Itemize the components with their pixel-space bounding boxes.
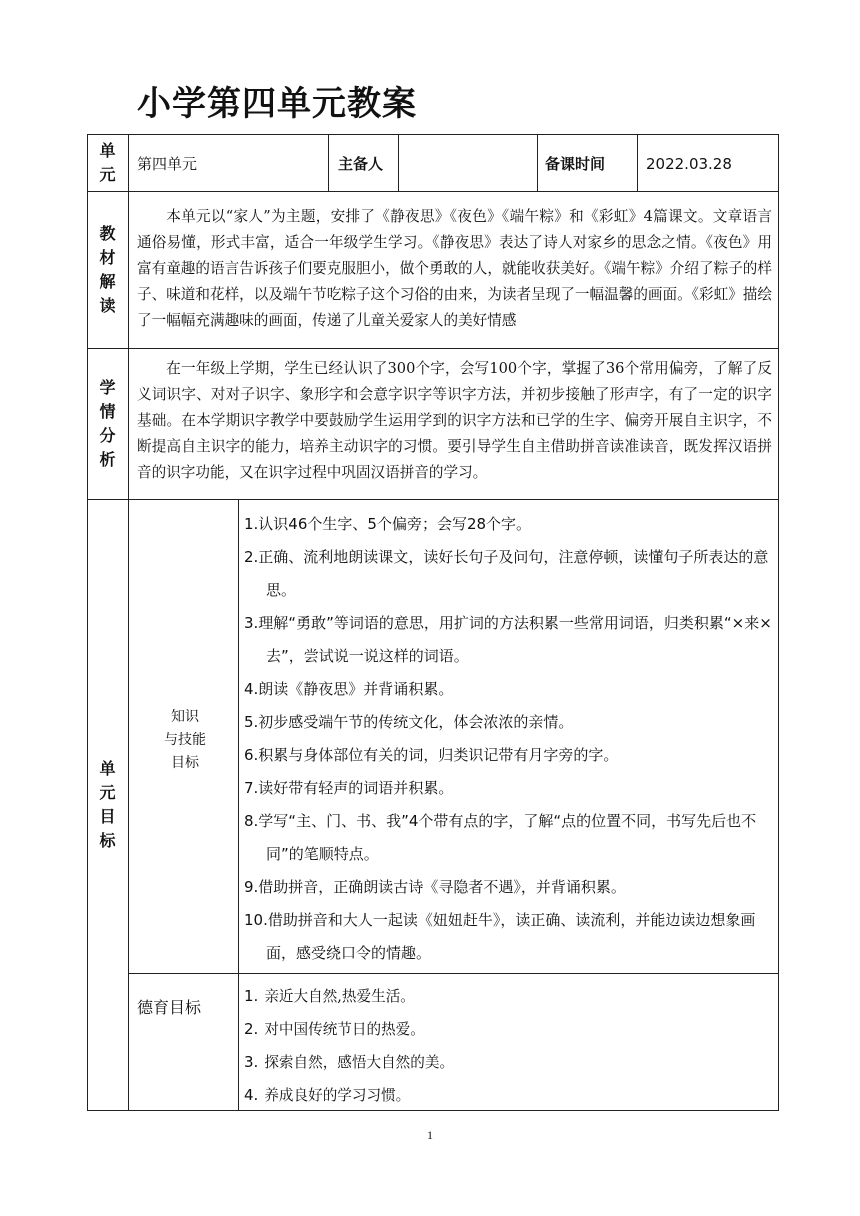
column-divider: [637, 134, 638, 192]
textbook-analysis-text: 本单元以“家人”为主题，安排了《静夜思》《夜色》《端午粽》和《彩虹》4篇课文。文章语言通俗易懂，形式丰富，适合一年级学生学习。《静夜思》表达了诗人对家乡的思念之情。《夜色》用富有童趣的语言告诉孩子们要克服胆小，做个勇敢的人，就能收获美好。《端午粽》介绍了粽子的样子、味道和花样，以及端午节吃粽子这个习俗的由来，为读者呈现了一幅温馨的画面。《彩虹》描绘了一幅幅充满趣味的画面，传递了儿童关爱家人的美好情感: [137, 208, 772, 329]
list-item: 8.学写“主、门、书、我”4个带有点的字，了解“点的位置不同，书写先后也不同”的笔顺特点。: [244, 812, 757, 863]
moral-goals-list: [244, 980, 764, 1112]
list-item: 4. 养成良好的学习习惯。: [244, 1086, 411, 1104]
row-divider: [128, 973, 779, 974]
list-item: 2. 对中国传统节日的热爱。: [244, 1020, 425, 1038]
list-item: 6.积累与身体部位有关的词，归类识记带有月字旁的字。: [244, 746, 619, 764]
textbook-analysis-label: 教 材 解 读: [99, 224, 116, 315]
row-divider: [87, 348, 779, 349]
list-item: 7.读好带有轻声的词语并积累。: [244, 779, 454, 797]
column-divider: [328, 134, 329, 192]
list-item: 1. 亲近大自然,热爱生活。: [244, 987, 415, 1005]
unit-label: 单 元: [99, 141, 116, 184]
list-item: 3. 探索自然，感悟大自然的美。: [244, 1053, 455, 1071]
moral-goals-label: 德育目标: [137, 998, 202, 1017]
list-item: 10.借助拼音和大人一起读《妞妞赶牛》，读正确、读流利，并能边读边想象画面，感受绕口令的情趣。: [244, 911, 756, 962]
learning-analysis-text: 在一年级上学期，学生已经认识了300个字，会写100个字，掌握了36个常用偏旁，了解了反义词识字、对对子识字、象形字和会意字识字等识字方法，并初步接触了形声字，有了一定的识字基础。在本学期识字教学中要鼓励学生运用学到的识字方法和已学的生字、偏旁开展自主识字，不断提高自主识字的能力，培养主动识字的习惯。要引导学生自主借助拼音读准读音，既发挥汉语拼音的识字功能，又在识字过程中巩固汉语拼音的学习。: [137, 360, 772, 481]
column-divider: [398, 134, 399, 192]
knowledge-skills-label: 知识 与技能 目标: [164, 709, 206, 771]
page-title: 小学第四单元教案: [137, 84, 417, 124]
column-divider: [238, 499, 239, 1111]
row-divider: [87, 499, 779, 500]
prep-time-label: 备课时间: [545, 155, 606, 173]
unit-value: 第四单元: [137, 155, 198, 173]
learning-analysis-label: 学 情 分 析: [99, 378, 116, 469]
list-item: 4.朗读《静夜思》并背诵积累。: [244, 680, 454, 698]
column-divider: [128, 134, 129, 1111]
list-item: 9.借助拼音，正确朗读古诗《寻隐者不遇》，并背诵积累。: [244, 878, 626, 896]
list-item: 5.初步感受端午节的传统文化，体会浓浓的亲情。: [244, 713, 574, 731]
list-item: 1.认识46个生字、5个偏旁；会写28个字。: [244, 515, 532, 533]
row-divider: [87, 191, 779, 192]
prep-time-value: 2022.03.28: [646, 155, 732, 173]
preparer-label: 主备人: [338, 155, 384, 173]
knowledge-goals-list: [244, 508, 784, 970]
unit-goals-label: 单 元 目 标: [99, 759, 116, 850]
column-divider: [537, 134, 538, 192]
table-border-top: [87, 134, 779, 135]
list-item: 3.理解“勇敢”等词语的意思，用扩词的方法积累一些常用词语，归类积累“×来×去”，尝试说一说这样的词语。: [244, 614, 772, 665]
list-item: 2.正确、流利地朗读课文，读好长句子及问句，注意停顿，读懂句子所表达的意思。: [244, 548, 769, 599]
page-number: 1: [427, 1128, 433, 1142]
